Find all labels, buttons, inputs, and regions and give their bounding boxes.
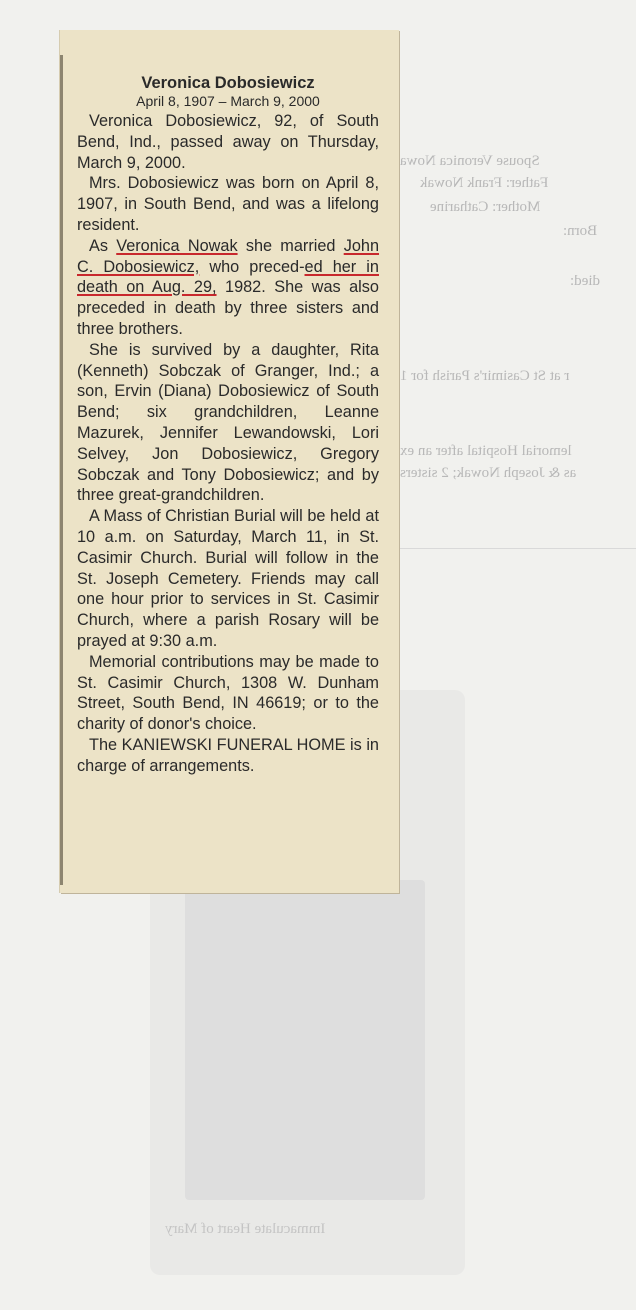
obituary-name: Veronica Dobosiewicz xyxy=(141,74,315,92)
paragraph-memorials: Memorial contributions may be made to St. Casimir Church, 1308 W. Dunham Street, South Bend, IN 46619; or to the charity of donor's choice. xyxy=(77,652,379,734)
bg-line-born: Born: xyxy=(563,223,598,239)
paragraph-survivors: She is survived by a daughter, Rita (Kenneth) Sobczak of Granger, Ind.; a son, Ervin (Diana) Dobosiewicz of South Bend; six grandchildren, Leanne Mazurek, Jennifer Lewandowski, Lori Selvey, Jon Dobosiewicz, Gregory Sobczak and Tony Dobosiewicz; and by three great-grandchildren. xyxy=(77,340,379,505)
paragraph-funeral-home: The KANIEWSKI FUNERAL HOME is in charge of arrangements. xyxy=(77,735,379,775)
bg-line-died: died: xyxy=(570,273,600,289)
marriage-text-b: she married xyxy=(237,236,344,255)
bg-line-mother: Mother: Catharine xyxy=(430,199,541,215)
bg-divider xyxy=(400,548,636,549)
paragraph-services: A Mass of Christian Burial will be held at 10 a.m. on Saturday, March 11, in St. Casimir Church. Burial will follow in the St. Joseph Cemetery. Friends may call one hour prior to services in St. Casimir Church, where a parish Rosary will be prayed at 9:30 a.m. xyxy=(77,507,379,650)
paragraph-birth: Mrs. Dobosiewicz was born on April 8, 1907, in South Bend, and was a lifelong resident. xyxy=(77,174,379,234)
bg-holy-card-image xyxy=(185,880,425,1200)
bg-card-caption: Immaculate Heart of Mary xyxy=(165,1221,326,1237)
underlined-death-date: ed her in death on Aug. 29, xyxy=(77,257,379,297)
underlined-maiden-name: Veronica Nowak xyxy=(116,236,238,255)
bg-line-father: Father: Frank Nowak xyxy=(420,175,549,191)
marriage-text-c: who preced- xyxy=(199,257,305,276)
paragraph-death: Veronica Dobosiewicz, 92, of South Bend, Ind., passed away on Thursday, March 9, 2000. xyxy=(77,112,379,172)
marriage-text-a: As xyxy=(89,236,117,255)
paragraph-marriage xyxy=(77,236,379,340)
bg-line-sisters: as & Joseph Nowak; 2 sisters xyxy=(400,465,577,481)
underlined-spouse-name: John C. Dobosiewicz, xyxy=(77,236,380,276)
marriage-text-d: 1982. She was also preceded in death by three sisters and three brothers. xyxy=(77,278,379,338)
obituary-clipping xyxy=(60,30,399,893)
bg-line-parish: r at St Casimir's Parish for 1 xyxy=(400,368,570,384)
obituary-column xyxy=(77,74,379,777)
bg-line-hospital: lemorial Hospital after an ex xyxy=(400,443,572,459)
bg-line-spouse: Spouse Veronica Nowa xyxy=(400,153,540,169)
clipping-edge xyxy=(60,55,63,885)
obituary-dates: April 8, 1907 – March 9, 2000 xyxy=(136,93,320,109)
